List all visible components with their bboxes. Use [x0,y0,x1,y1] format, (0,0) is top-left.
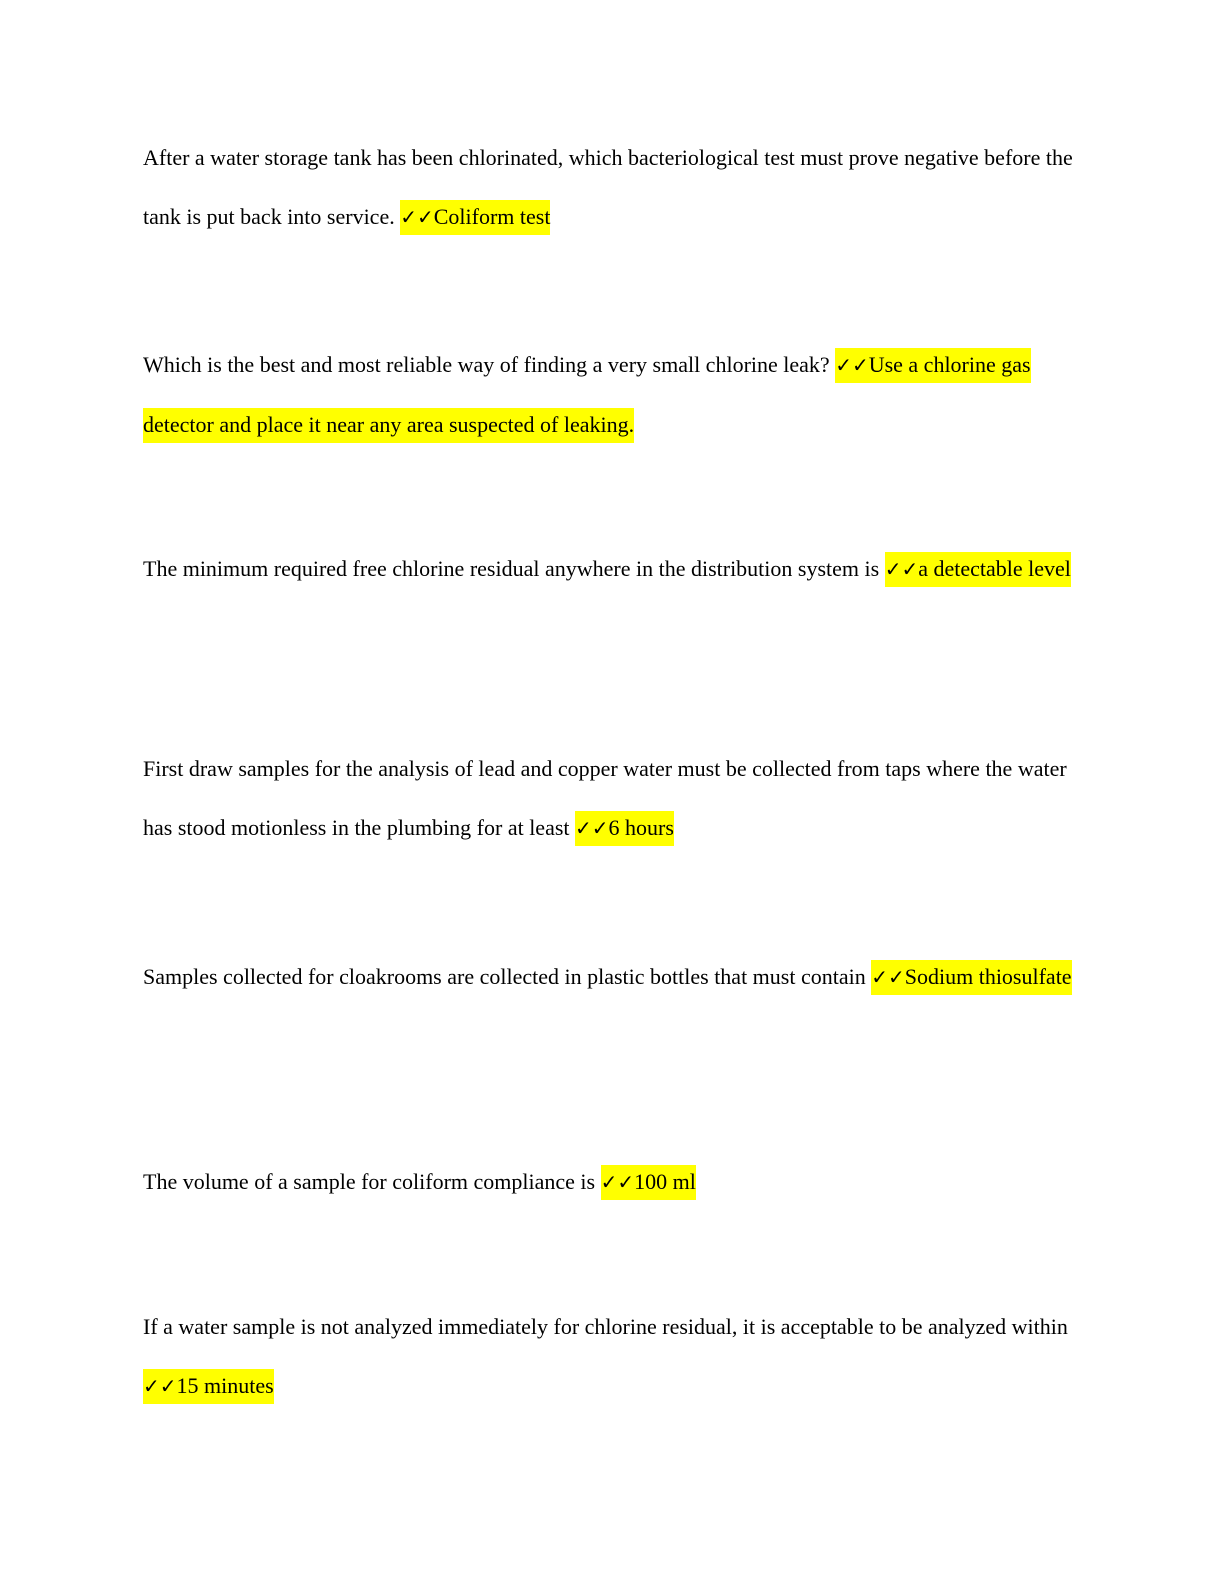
double-check-icon: ✓✓ [835,353,869,377]
answer-text: 6 hours [608,815,674,840]
answer-highlight [871,960,1071,995]
double-check-icon: ✓✓ [400,205,434,229]
answer-text: Coliform test [433,204,551,229]
question-text: Samples collected for cloakrooms are collected in plastic bottles that must contain [143,964,866,989]
qa-item [143,128,1083,247]
qa-item [143,739,1083,858]
answer-text: Sodium thiosulfate [904,964,1072,989]
double-check-icon: ✓✓ [575,816,609,840]
answer-text: Use a chlorine gas detector and place it near any area suspected of leaking. [143,352,1031,437]
double-check-icon: ✓✓ [884,557,919,581]
answer-text: 100 ml [634,1169,696,1194]
double-check-icon: ✓✓ [871,965,905,989]
question-text: The volume of a sample for coliform compliance is [143,1169,596,1194]
qa-item [143,539,1083,599]
answer-highlight [885,552,1071,587]
double-check-icon: ✓✓ [143,1374,177,1398]
double-check-icon: ✓✓ [600,1170,635,1194]
question-text: First draw samples for the analysis of lead and copper water must be collected from taps where the water has stood motionless in the plumbing for at least [143,756,1067,840]
answer-text: 15 minutes [176,1373,274,1398]
qa-item [143,1297,1083,1416]
question-text: Which is the best and most reliable way of finding a very small chlorine leak? [143,352,830,377]
answer-highlight [575,811,674,846]
qa-item [143,335,1083,454]
question-text: After a water storage tank has been chlorinated, which bacteriological test must prove negative before the tank is put back into service. [143,145,1073,229]
answer-highlight [143,1369,274,1404]
answer-highlight [400,200,550,235]
qa-item [143,1152,1083,1212]
answer-text: a detectable level [918,556,1071,581]
qa-item [143,947,1083,1007]
question-text: If a water sample is not analyzed immediately for chlorine residual, it is acceptable to be analyzed within [143,1314,1068,1339]
answer-highlight [601,1165,696,1200]
question-text: The minimum required free chlorine residual anywhere in the distribution system is [143,556,880,581]
